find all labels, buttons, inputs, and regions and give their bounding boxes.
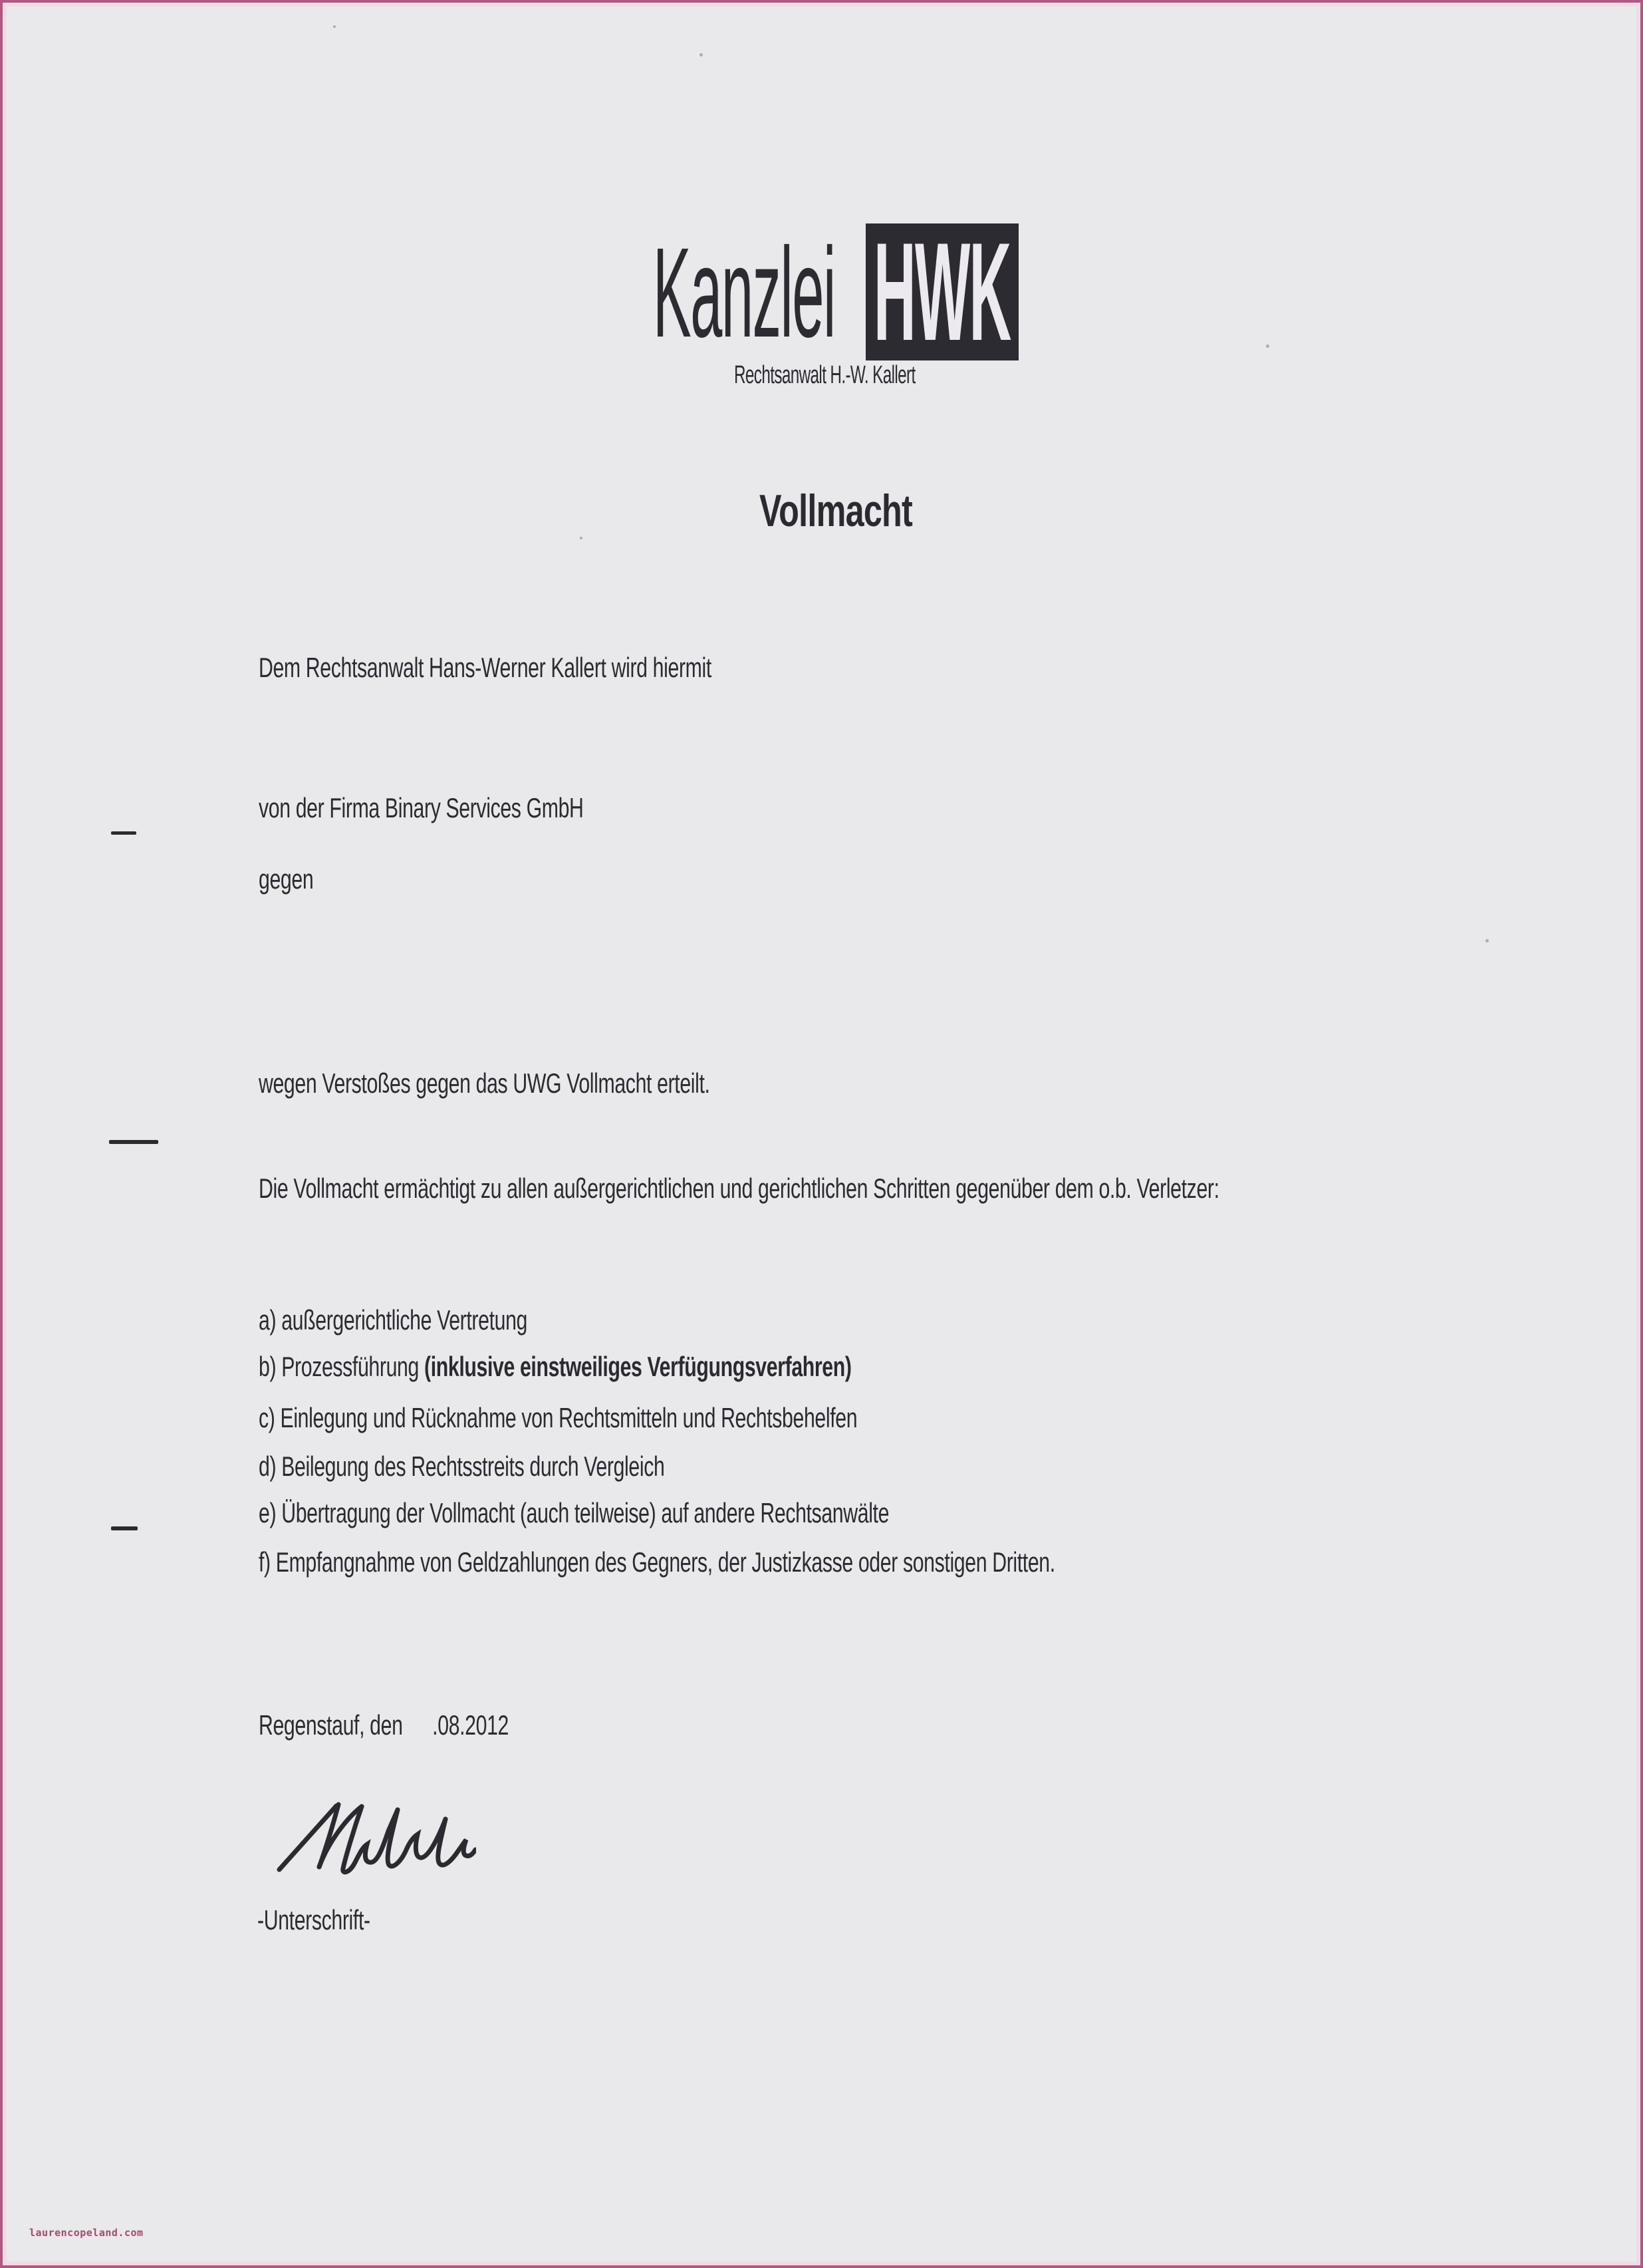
list-item-f-text: f) Empfangnahme von Geldzahlungen des Gegners, der Justizkasse oder sonstigen Dritten. [259, 1546, 1055, 1578]
paragraph-scope-intro: Die Vollmacht ermächtigt zu allen außergerichtlichen und gerichtlichen Schritten gegenüber dem o.b. Verletzer: [259, 1173, 1219, 1204]
date-line [259, 1710, 509, 1741]
fold-mark-bottom [111, 1526, 138, 1530]
list-item-d [259, 1451, 664, 1482]
list-item-a [259, 1305, 527, 1336]
scan-speck [699, 53, 703, 57]
watermark-text: laurencopeland.com [29, 2227, 144, 2239]
paragraph-grantor: von der Firma Binary Services GmbH [259, 792, 584, 823]
logo-subtitle: Rechtsanwalt H.-W. Kallert [734, 361, 916, 389]
list-item-d-text: d) Beilegung des Rechtsstreits durch Vergleich [259, 1451, 665, 1482]
scan-speck [1266, 345, 1269, 348]
list-item-f [259, 1547, 1055, 1578]
list-item-b-text: b) Prozessführung [259, 1351, 425, 1382]
list-item-b-bold-text: (inklusive einstweiliges Verfügungsverfahren) [424, 1351, 852, 1382]
fold-mark-middle [109, 1140, 158, 1144]
date-line-date: .08.2012 [432, 1709, 509, 1741]
document-title: Vollmacht [759, 486, 913, 536]
list-item-e-text: e) Übertragung der Vollmacht (auch teilweise) auf andere Rechtsanwälte [259, 1497, 890, 1528]
paragraph-grantee: Dem Rechtsanwalt Hans-Werner Kallert wird hiermit [259, 652, 711, 683]
list-item-e [259, 1498, 889, 1528]
scan-speck [580, 537, 582, 539]
scan-speck [333, 25, 336, 28]
list-item-b [259, 1351, 852, 1382]
signature-image [277, 1795, 476, 1875]
date-line-place: Regenstauf, den [259, 1709, 403, 1741]
list-item-c-text: c) Einlegung und Rücknahme von Rechtsmitteln und Rechtsbehelfen [259, 1402, 858, 1433]
scan-speck [1485, 939, 1489, 942]
paragraph-versus: gegen [259, 863, 314, 895]
fold-mark-top [111, 831, 136, 835]
signature-label: -Unterschrift- [257, 1904, 370, 1935]
list-item-a-text: a) außergerichtliche Vertretung [259, 1304, 528, 1336]
logo-box [866, 223, 1019, 360]
logo-initials: HWK [874, 223, 1011, 360]
paragraph-reason: wegen Verstoßes gegen das UWG Vollmacht erteilt. [259, 1067, 710, 1099]
logo-brand-text: Kanzlei [653, 221, 835, 364]
list-item-c [259, 1403, 857, 1433]
